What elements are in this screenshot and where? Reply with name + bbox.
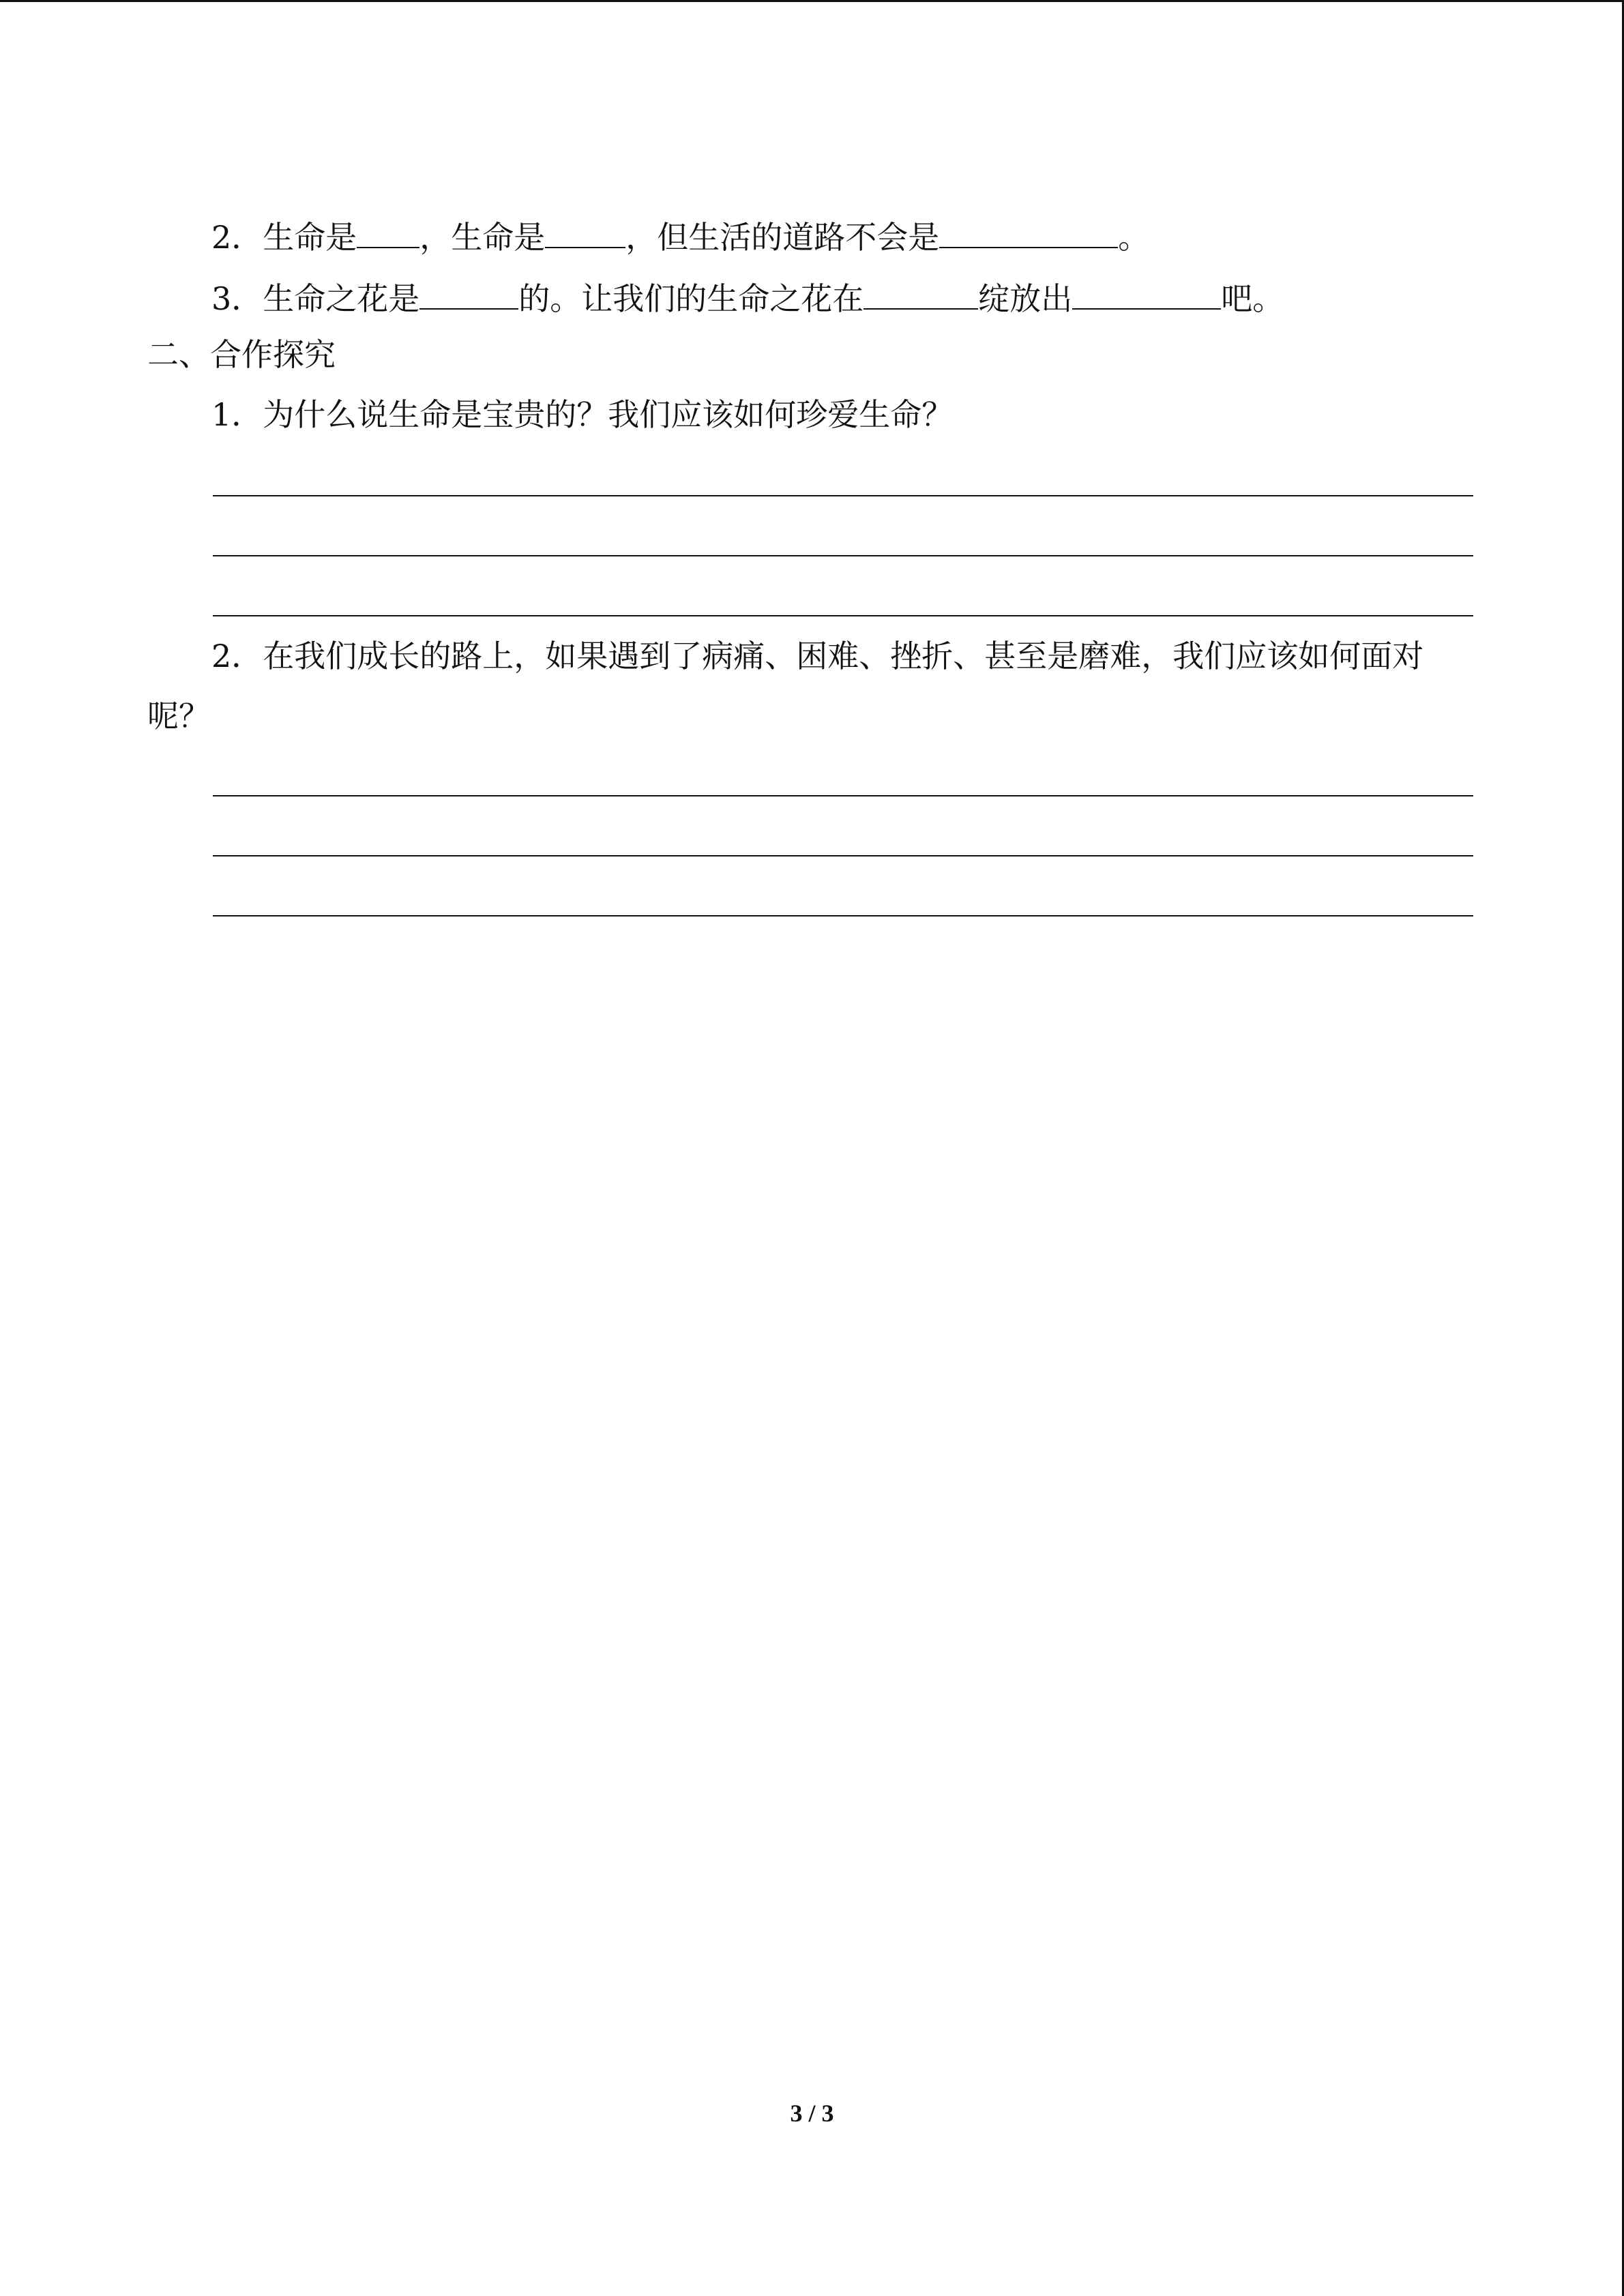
- item-text: 生命是: [263, 219, 357, 256]
- item-text: 。: [1118, 219, 1150, 256]
- fill-in-item-2: [211, 214, 1149, 258]
- answer-blank[interactable]: [357, 214, 419, 248]
- item-text: 吧。: [1221, 280, 1284, 317]
- answer-blank[interactable]: [939, 214, 1118, 248]
- answer-line[interactable]: [213, 795, 1473, 796]
- item-text: ，但生活的道路不会是: [625, 219, 940, 256]
- question-number: 2．: [211, 638, 263, 674]
- question-text: 在我们成长的路上，如果遇到了病痛、困难、挫折、甚至是磨难，我们应该如何面对: [263, 638, 1424, 674]
- fill-in-item-3: [211, 275, 1284, 319]
- question-number: 1．: [211, 396, 263, 433]
- answer-blank[interactable]: [419, 275, 518, 310]
- answer-line[interactable]: [213, 615, 1473, 616]
- answer-line[interactable]: [213, 915, 1473, 916]
- item-number: 3．: [211, 280, 263, 317]
- item-text: ，生命是: [419, 219, 546, 256]
- answer-line[interactable]: [213, 495, 1473, 496]
- item-number: 2．: [211, 219, 263, 256]
- item-text: 的。让我们的生命之花在: [518, 280, 864, 317]
- answer-line[interactable]: [213, 855, 1473, 856]
- question-1: [211, 394, 953, 435]
- item-text: 绽放出: [978, 280, 1073, 317]
- item-text: 生命之花是: [263, 280, 420, 317]
- answer-blank[interactable]: [1072, 275, 1221, 310]
- question-2-continuation: 呢？: [147, 698, 210, 734]
- question-2: [211, 636, 1423, 676]
- answer-blank[interactable]: [863, 275, 978, 310]
- question-text: 为什么说生命是宝贵的？我们应该如何珍爱生命？: [263, 396, 954, 433]
- page-number: 3 / 3: [790, 2100, 834, 2127]
- answer-line[interactable]: [213, 555, 1473, 556]
- section-title: 二、合作探究: [147, 336, 336, 373]
- answer-blank[interactable]: [545, 214, 625, 248]
